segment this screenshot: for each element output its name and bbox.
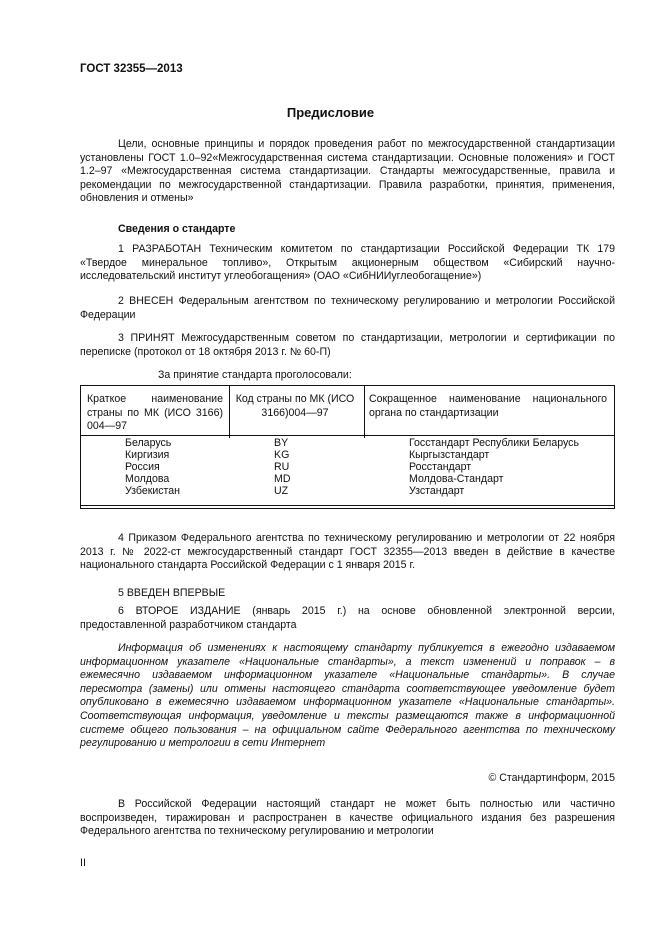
table-header-agency: Сокращенное наименование национального органа по стандартизации	[369, 393, 607, 419]
table-cell: Узстандарт	[409, 484, 465, 497]
item-adopted: 3 ПРИНЯТ Межгосударственным советом по стандартизации, метрологии и сертификации по переписке (протокол от 18 октября 2013 г. № 60-П)	[80, 332, 615, 358]
table-cell: KG	[274, 448, 290, 461]
about-heading: Сведения о стандарте	[118, 223, 236, 235]
table-cell: Молдова	[125, 472, 170, 485]
table-cell: UZ	[274, 484, 289, 497]
table-bottom-rule	[81, 505, 614, 506]
countries-table	[80, 385, 615, 509]
table-cell: Узбекистан	[125, 484, 181, 497]
table-header-rule	[81, 435, 614, 436]
item-introduced: 2 ВНЕСЕН Федеральным агентством по техническому регулированию и метрологии Российской Федерации	[80, 295, 615, 321]
table-header-code: Код страны по МК (ИСО 3166)004—97	[235, 393, 355, 419]
page-title: Предисловие	[286, 105, 375, 120]
page-number: II	[80, 857, 86, 869]
table-cell: Кыргызстандарт	[409, 448, 490, 461]
intro-paragraph: Цели, основные принципы и порядок проведения работ по межгосударственной стандартизации установлены ГОСТ 1.0–92«Межгосударственная система стандартизации. Основные положения» и ГОСТ 1.2–97 «Межгосударственная система стандартизации. Стандарты межгосударственные, правила и рекомендации по межгосударственной стандартизации. Правила разработки, принятия, применения, обновления и отмены»	[80, 138, 615, 205]
table-cell: BY	[274, 437, 289, 449]
info-note: Информация об изменениях к настоящему стандарту публикуется в ежегодно издаваемом информационном указателе «Национальные стандарты», а текст изменений и поправок – в ежемесячно издаваемом информационном указателе «Национальные стандарты». В случае пересмотра (замены) или отмены настоящего стандарта соответствующее уведомление будет опубликовано в ежемесячно издаваемом информационном указателе «Национальные стандарты». Соответствующая информация, уведомление и тексты размещаются также в информационной системе общего пользования – на официальном сайте Федерального агентства по техническому регулированию и метрологии в сети Интернет	[80, 642, 615, 750]
table-cell: Россия	[125, 460, 160, 473]
table-cell: Росстандарт	[409, 460, 472, 473]
document-code: ГОСТ 32355—2013	[80, 63, 183, 75]
legal-note: В Российской Федерации настоящий стандарт не может быть полностью или частично воспроизведен, тиражирован и распространен в качестве официального издания без разрешения Федерального агентства по техническому регулированию и метрологии	[80, 798, 615, 838]
item-first-introduced: 5 ВВЕДЕН ВПЕРВЫЕ	[118, 587, 226, 599]
table-cell: MD	[274, 472, 291, 485]
table-column-code	[274, 438, 290, 498]
table-divider	[229, 386, 230, 438]
table-cell: Госстандарт Республики Беларусь	[409, 437, 579, 449]
table-cell: RU	[274, 460, 290, 473]
table-cell: Беларусь	[125, 437, 172, 449]
item-order: 4 Приказом Федерального агентства по техническому регулированию и метрологии от 22 ноября 2013 г. № 2022-ст межгосударственный стандарт ГОСТ 32355—2013 введен в действие в качестве национального стандарта Российской Федерации с 1 января 2015 г.	[80, 532, 615, 572]
table-header-country: Краткое наименование страны по МК (ИСО 3166) 004—97	[87, 393, 223, 432]
table-divider	[364, 386, 365, 438]
item-edition: 6 ВТОРОЕ ИЗДАНИЕ (январь 2015 г.) на основе обновленной электронной версии, предоставленной разработчиком стандарта	[80, 605, 615, 631]
item-developed: 1 РАЗРАБОТАН Техническим комитетом по стандартизации Российской Федерации ТК 179 «Твердое минеральное топливо», Открытым акционерным обществом «Сибирский научно-исследовательский институт углеобогащения» (ОАО «СибНИИуглеобогащение»)	[80, 243, 615, 283]
copyright: © Стандартинформ, 2015	[488, 772, 615, 784]
table-column-agency	[409, 438, 579, 498]
vote-caption: За принятие стандарта проголосовали:	[158, 369, 352, 381]
table-cell: Киргизия	[125, 448, 170, 461]
table-column-country	[125, 438, 180, 498]
table-cell: Молдова-Стандарт	[409, 472, 504, 485]
